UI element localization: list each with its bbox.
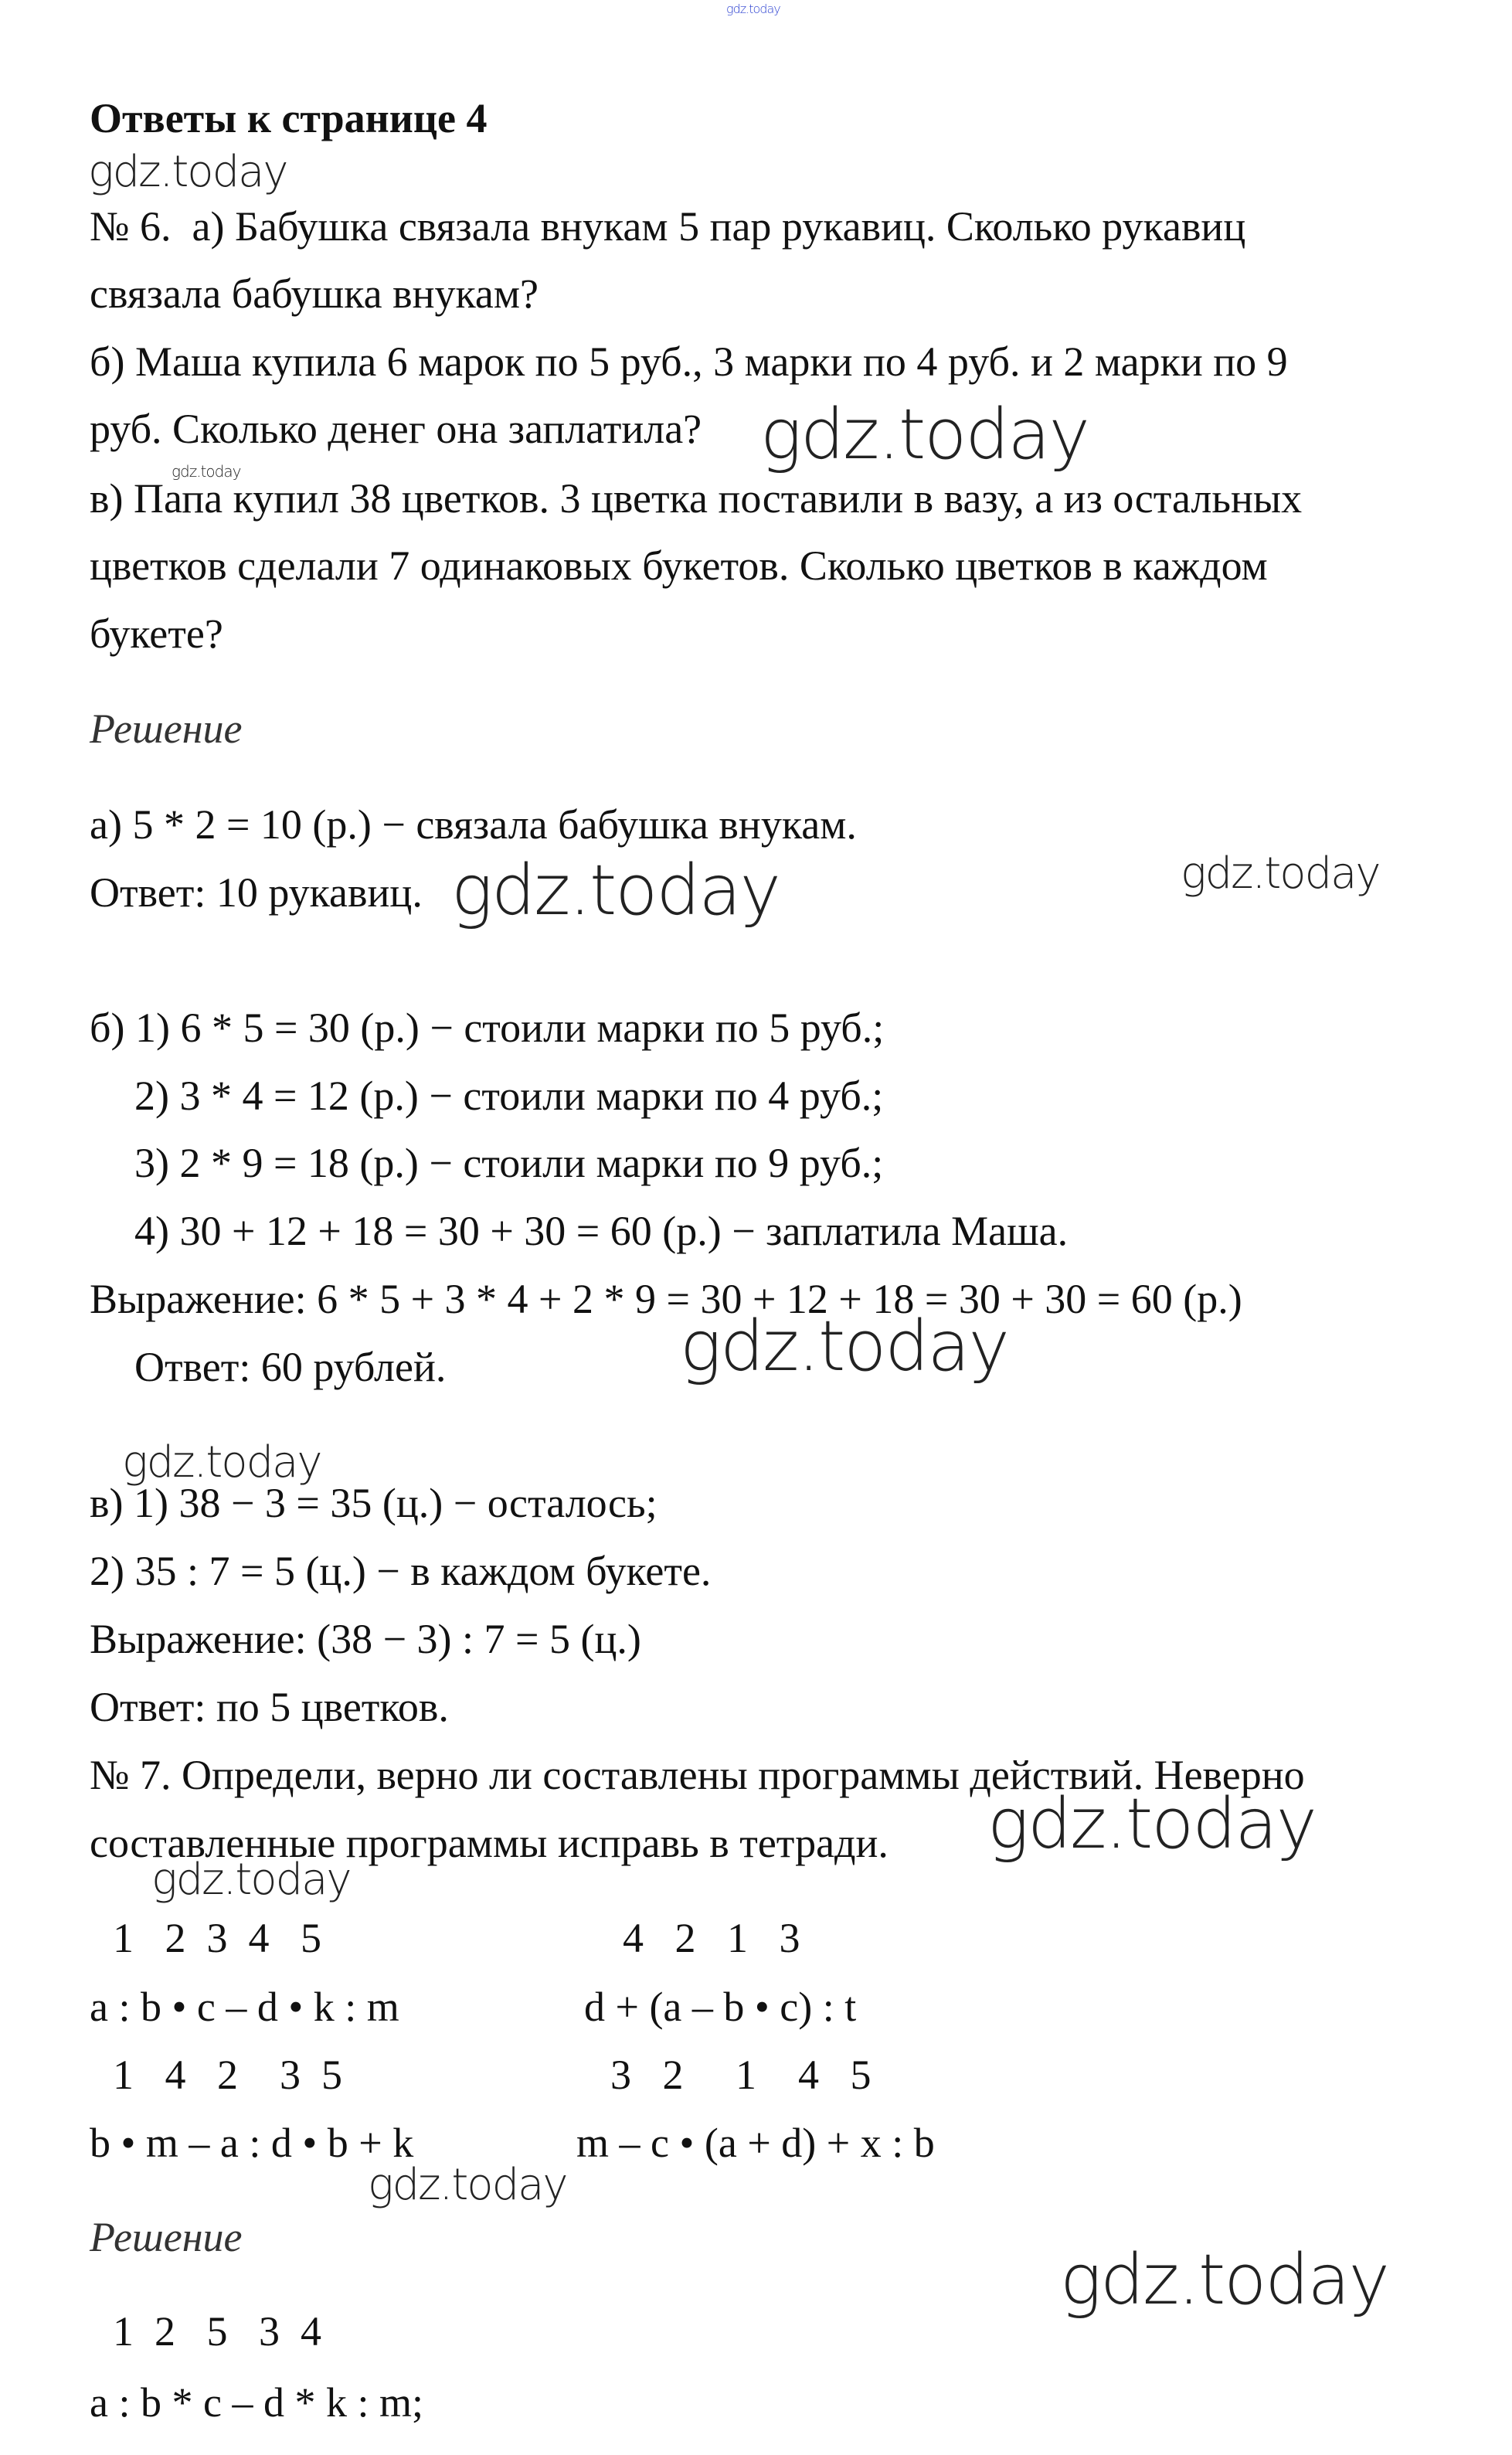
program-expression: a : b • c – d • k : m: [90, 1984, 399, 2030]
watermark: gdz.today: [122, 1437, 321, 1488]
solution-line: б) 1) 6 * 5 = 30 (р.) − стоили марки по 5 руб.;: [90, 1005, 885, 1051]
watermark: gdz.today: [451, 850, 780, 931]
watermark: gdz.today: [680, 1306, 1008, 1387]
watermark: gdz.today: [1181, 848, 1380, 899]
task7-text: № 7. Определи, верно ли составлены программы действий. Неверно: [90, 1752, 1305, 1798]
solution-line: Выражение: (38 − 3) : 7 = 5 (ц.): [90, 1616, 641, 1662]
program-expression: a : b * c – d * k : m;: [90, 2379, 423, 2426]
program-order: 3 2 1 4 5: [610, 2052, 872, 2098]
watermark-top: gdz.today: [726, 2, 780, 16]
solution-line: Ответ: по 5 цветков.: [90, 1684, 449, 1730]
task6-text: № 6. а) Бабушка связала внукам 5 пар рукавиц. Сколько рукавиц: [90, 203, 1246, 250]
task6-text: букете?: [90, 610, 223, 657]
solution-line: Ответ: 10 рукавиц.: [90, 869, 423, 916]
task7-text: составленные программы исправь в тетради.: [90, 1820, 889, 1866]
solution-line: а) 5 * 2 = 10 (р.) − связала бабушка внукам.: [90, 801, 857, 848]
watermark: gdz.today: [368, 2160, 567, 2210]
solution-line: 2) 35 : 7 = 5 (ц.) − в каждом букете.: [90, 1548, 712, 1594]
solution-line: 2) 3 * 4 = 12 (р.) − стоили марки по 4 руб.;: [134, 1073, 884, 1119]
watermark: gdz.today: [88, 147, 287, 197]
page-title: Ответы к странице 4: [90, 95, 488, 141]
program-expression: m – c • (a + d) + x : b: [576, 2120, 935, 2166]
program-order: 1 2 3 4 5: [113, 1915, 321, 1961]
program-expression: b • m – a : d • b + k: [90, 2120, 414, 2166]
task6-text: цветков сделали 7 одинаковых букетов. Сколько цветков в каждом: [90, 542, 1268, 589]
task6-text: б) Маша купила 6 марок по 5 руб., 3 марки по 4 руб. и 2 марки по 9: [90, 338, 1288, 385]
watermark: gdz.today: [172, 462, 241, 481]
solution-label: Решение: [90, 706, 243, 752]
task6-text: руб. Сколько денег она заплатила?: [90, 406, 702, 452]
solution-line: 4) 30 + 12 + 18 = 30 + 30 = 60 (р.) − заплатила Маша.: [134, 1208, 1069, 1254]
solution-line: в) 1) 38 − 3 = 35 (ц.) − осталось;: [90, 1480, 657, 1526]
solution-label: Решение: [90, 2214, 243, 2260]
watermark: gdz.today: [151, 1855, 351, 1905]
solution-line: Ответ: 60 рублей.: [134, 1344, 447, 1390]
program-order: 4 2 1 3: [623, 1915, 800, 1961]
solution-line: Выражение: 6 * 5 + 3 * 4 + 2 * 9 = 30 + 12 + 18 = 30 + 30 = 60 (р.): [90, 1276, 1242, 1322]
task6-text: в) Папа купил 38 цветков. 3 цветка поставили в вазу, а из остальных: [90, 475, 1303, 522]
watermark: gdz.today: [760, 394, 1089, 475]
watermark: gdz.today: [1060, 2239, 1388, 2321]
solution-line: 3) 2 * 9 = 18 (р.) − стоили марки по 9 руб.;: [134, 1140, 884, 1186]
program-expression: d + (a – b • c) : t: [584, 1984, 857, 2030]
watermark: gdz.today: [987, 1783, 1316, 1865]
program-order: 1 2 5 3 4: [113, 2308, 321, 2355]
task6-text: связала бабушка внукам?: [90, 270, 539, 317]
program-order: 1 4 2 3 5: [113, 2052, 342, 2098]
